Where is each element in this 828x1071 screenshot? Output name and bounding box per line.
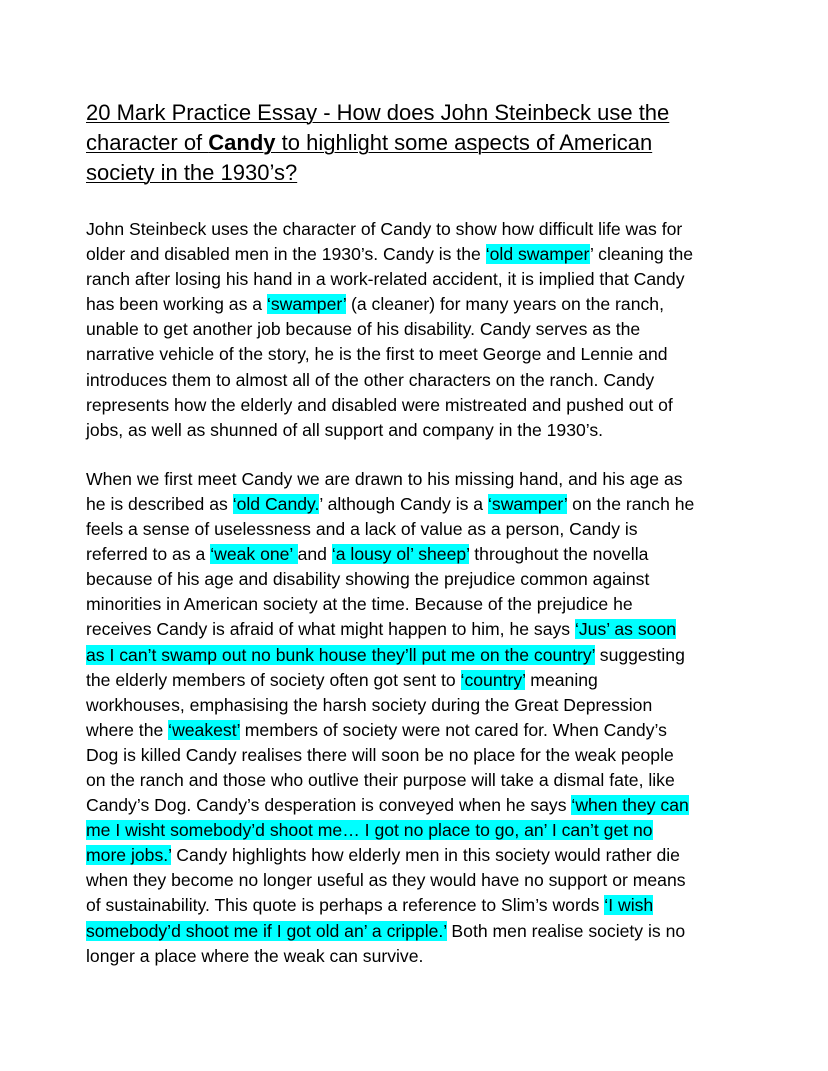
p1-line: unable to get another job because of his disability. Candy serves as the [86, 319, 641, 340]
p2-highlight-quote: ‘a lousy ol’ sheep’ [331, 544, 470, 565]
p1-highlight-quote: ‘old swamper [485, 244, 591, 265]
p2-line: feels a sense of uselessness and a lack of value as a person, Candy is [86, 519, 638, 540]
p2-line: and [297, 544, 332, 565]
p1-highlight-quote: ‘swamper’ [266, 294, 347, 315]
p2-line: throughout the novella [469, 544, 649, 565]
p2-line: longer a place where the weak can survive. [86, 945, 424, 966]
p1-line: ranch after losing his hand in a work-related accident, it is implied that Candy [86, 269, 685, 290]
p2-line: on the ranch and those who outlive their purpose will take a dismal fate, like [86, 769, 675, 790]
p2-line: when they become no longer useful as they would have no support or means [86, 870, 686, 891]
p1-line: John Steinbeck uses the character of Candy to show how difficult life was for [86, 219, 683, 239]
p1-line: has been working as a [86, 294, 267, 315]
p1-line: represents how the elderly and disabled were mistreated and pushed out of [86, 394, 673, 415]
p2-highlight-quote: ‘when they can [571, 795, 689, 816]
p2-highlight-quote: ‘country’ [460, 669, 526, 690]
paragraph-2 [86, 467, 756, 969]
p2-highlight-quote: ‘weak one’ [210, 544, 298, 565]
p2-line: on the ranch he [567, 493, 695, 514]
p1-line: narrative vehicle of the story, he is the first to meet George and Lennie and [86, 344, 668, 365]
p2-highlight-quote: ‘I wish [604, 895, 654, 916]
p2-highlight-quote: as I can’t swamp out no bunk house they’ll put me on the country’ [86, 644, 595, 665]
paragraph-1 [86, 217, 756, 443]
p2-line: members of society were not cared for. When Candy’s [239, 719, 667, 740]
p2-line: where the [86, 719, 169, 740]
p2-highlight-quote: ‘weakest’ [168, 719, 240, 740]
document-page [86, 98, 756, 969]
p1-line: introduces them to almost all of the other characters on the ranch. Candy [86, 369, 655, 390]
title-line-2b: to highlight some aspects of American [275, 130, 653, 155]
p2-line: referred to as a [86, 544, 211, 565]
p2-line: When we first meet Candy we are drawn to his missing hand, and his age as [86, 468, 683, 489]
p2-line: of sustainability. This quote is perhaps a reference to Slim’s words [86, 895, 605, 916]
p2-line: workhouses, emphasising the harsh society during the Great Depression [86, 694, 653, 715]
p2-highlight-quote: somebody’d shoot me if I got old an’ a cripple.’ [86, 920, 447, 941]
p2-line: Both men realise society is no [446, 920, 686, 941]
title-line-1: 20 Mark Practice Essay - How does John Steinbeck use the [86, 100, 670, 125]
p1-line: older and disabled men in the 1930’s. Candy is the [86, 244, 486, 265]
p2-highlight-quote: more jobs.’ [86, 845, 172, 866]
p2-line: Candy’s Dog. Candy’s desperation is conveyed when he says [86, 795, 572, 816]
p2-highlight-quote: me I wisht somebody’d shoot me… I got no place to go, an’ I can’t get no [86, 820, 653, 841]
p2-line: ’ although Candy is a [319, 493, 488, 514]
title-bold-candy: Candy [208, 130, 276, 155]
title-line-2a: character of [86, 130, 209, 155]
p2-highlight-quote: ‘old Candy. [232, 493, 320, 514]
p2-line: he is described as [86, 493, 233, 514]
p2-line: the elderly members of society often got sent to [86, 669, 461, 690]
essay-title [86, 98, 756, 188]
p2-line: Dog is killed Candy realises there will soon be no place for the weak people [86, 744, 674, 765]
p1-line: jobs, as well as shunned of all support and company in the 1930’s. [86, 419, 604, 440]
p2-line: receives Candy is afraid of what might happen to him, he says [86, 619, 575, 640]
p2-highlight-quote: ‘swamper’ [487, 493, 568, 514]
p2-line: Candy highlights how elderly men in this society would rather die [171, 845, 680, 866]
p2-line: suggesting [594, 644, 685, 665]
p2-line: minorities in American society at the time. Because of the prejudice he [86, 594, 633, 615]
title-line-3: society in the 1930’s? [86, 160, 298, 185]
p1-line: ’ cleaning the [590, 244, 694, 265]
p2-highlight-quote: ‘Jus’ as soon [574, 619, 677, 640]
p2-line: meaning [525, 669, 598, 690]
p2-line: because of his age and disability showing the prejudice common against [86, 569, 650, 590]
p1-line: (a cleaner) for many years on the ranch, [346, 294, 664, 315]
